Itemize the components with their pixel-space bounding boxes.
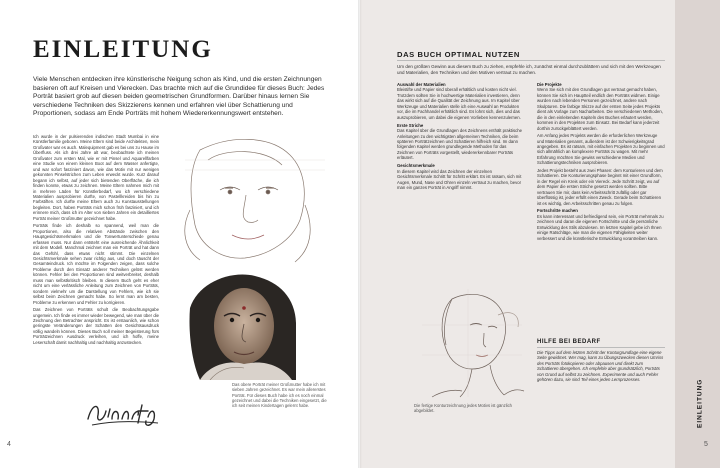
portrait-caption: Das obere Porträt meiner Großmutter habe ich mit sieben Jahren gezeichnet. Es war mein allererstes Porträt. Für dieses Buch habe ich es noch einmal gezeichnet und dabei die Techniken eingesetzt, die ich seit meinen Kindertagen gelernt habe. xyxy=(232,382,327,409)
body-paragraph-1: Ich wurde in der pulsierenden indischen Stadt Mumbai in eine Künstlerfamilie geboren. Meine Eltern sind beide Architekten, mein Großvater war es auch. Malequipment gab es bei uns zu Hause im Überfluss. Als ich drei Jahre alt war, beobachtete ich meinen Großvater zum ersten Mal, wie er mit Pinsel und Aquarellfarben eine Studie von einem kleinen Boot auf dem Wasser anfertigte, und war sofort fasziniert davon, wie das Motiv mit nur wenigen gekonnten Pinselstrichen zum Leben erweckt wurde. Kurz darauf begann ich selbst, auf jeder sich bietenden Oberfläche, die ich finden konnte, etwas zu zeichnen. Meine Eltern nahmen mich mit in mehrere Läden für Künstlerbedarf, wo ich verschiedene Materialien ausprobieren durfte, von Pastellkreiden bis hin zu Farbstiften. Ich durfte meine Eltern auch zu Kunstausstellungen begleiten. Dort, haben Porträts mich schon früh fasziniert, und ich erinnere mich, dass ich im Alter von sieben Jahren ein detailliertes Porträt meiner Großmutter gezeichnet habe. xyxy=(33,134,159,221)
right-column-1 xyxy=(397,82,525,191)
book-gutter xyxy=(358,0,362,468)
right-column-2 xyxy=(537,82,665,241)
heading-rule xyxy=(397,60,665,61)
subheading-materials: Auswahl der Materialien xyxy=(397,82,446,87)
text-projects-2: Am Anfang jedes Projekts werden die erforderlichen Werkzeuge und Materialien genannt, außerdem ist der Schwierigkeitsgrad angegeben. Es ist ratsam, mit einfachen Projekten zu beginnen und sich allmählich an komplexere Porträts zu wagen. Mit mehr Erfahrung möchten Sie gewiss verschiedene Medien und Schattierungstechniken ausprobieren. xyxy=(537,133,665,166)
subheading-facial-features: Gesichtsmerkmale xyxy=(397,163,435,169)
body-paragraph-3: Das Zeichnen von Porträts schult die Beobachtungsgabe ungemein. Ich finde es immer wieder bewegend, wie man über die Zeichnung den Betrachter anspricht. Es ist erstaunlich, wie schon geringste Veränderungen der Schatten den Gesichtsausdruck völlig wandeln können. Dieses Buch soll meiner Begeisterung fürs Porträtzeichnen Ausdruck verleihen, und ich hoffe, meine Leserschaft damit nachhaltig und nachhaltig anzustecken. xyxy=(33,307,159,345)
grandmother-portrait xyxy=(170,268,328,380)
subheading-progress: Fortschritte machen xyxy=(537,208,578,214)
body-column xyxy=(33,134,159,345)
text-first-strokes: Das Kapitel über die Grundlagen des Zeichnens enthält praktische Anleitungen zu den wichtigsten allgemeinen Techniken, die beim späteren Porträtzeichnen und Schattieren hilfreich sind. Im dann folgenden Kapitel werden grundlegende Methoden für das Zeichnen von Porträts vorgestellt, wiedererkennbarer Porträts erläutert. xyxy=(397,128,522,161)
subheading-first-strokes: Erste Striche xyxy=(397,122,424,128)
text-projects-3: Jedes Projekt besteht aus zwei Phasen: dem Konturieren und dem Schattieren. Die Konturierungsphase beginnt mit einer Grundform, in der Regel ein Kreis oder ein Viereck. Jede Schritt zeigt, wo auf dem Papier die ersten Striche gesetzt werden sollten. Bitte vertrauen Sie mir, dass kein Arbeitsschritt zufällig oder gar überflüssig ist, jeder erfüllt einen Zweck. Gerade beim Schattieren ist es wichtig, den Arbeitsschritten genau zu folgen. xyxy=(537,167,663,206)
section-heading: DAS BUCH OPTIMAL NUTZEN xyxy=(397,50,520,59)
text-facial-features: In diesem Kapitel wird das Zeichnen der einzelnen Gesichtsmerkmale Schritt für Schritt erklärt. Es ist ratsam, sich mit Augen, Mund, Nase und Ohren einzeln vertraut zu machen, bevor man ein ganzes Porträt in Angriff nimmt. xyxy=(397,168,522,191)
chapter-title: EINLEITUNG xyxy=(33,36,213,63)
contour-drawing xyxy=(412,285,527,400)
author-signature xyxy=(82,395,164,431)
page-number-right: 5 xyxy=(704,441,708,448)
body-paragraph-2: Porträts finde ich deshalb so spannend, weil man die Proportionen, also die relativen Abstände zwischen den Hauptgesichtsmerkmalen und die Tonwertunterschiede genau erfassen muss. Nur dann entsteht eine ausreichende Ähnlichkeit mit dem Modell. Manchmal zeichnet man ein Porträt und hat dann das Gefühl, dass etwas nicht stimmt. Die einzelnen Gesichtsmerkmale sehen zwar richtig aus, und doch täuscht der Gesamteindruck. Ich möchte im Folgenden zeigen, dass solche Probleme durch den Einsatz anderer Techniken gelöst werden können. Fehler bei den Proportionen sind weitverbreitet, deshalb muss man selbstkritisch bleiben. In diesem Buch geht es eher nicht um eine verlässliche Anleitung zum Zeichnen von Porträts, sondern vielmehr um die Darstellung von Fehlern, wie ich sie selbst beim Zeichnen gemacht habe. So lernt man am besten, Probleme zu erkennen und Fehler zu korrigieren. xyxy=(33,223,159,305)
text-projects: Wenn Sie sich mit den Grundlagen gut vertraut gemacht haben, können Sie sich im Hauptteil endlich den Porträts widmen. Einige wurden nach lebenden Personen gezeichnet, andere nach Skulpturen. Die farbige Skizze auf der ersten Seite jedes Projekts dient als Vorlage zum Nacharbeiten. Die verschiedenen Methoden, die in den einleitenden Kapiteln des Buches erläutert werden, kommen in den Projekten zum Einsatz. Bei Bedarf kann jederzeit dorthin zurückgeblättert werden. xyxy=(537,87,663,131)
subheading-projects: Die Projekte xyxy=(537,82,562,87)
help-heading: HILFE BEI BEDARF xyxy=(537,339,601,345)
chapter-side-tab: EINLEITUNG xyxy=(696,378,704,428)
contour-caption: Die fertige Konturzeichnung jedes Motivs ist gänzlich abgebildet. xyxy=(414,403,512,414)
childhood-portrait-sketch xyxy=(170,130,328,265)
text-progress: Es kann interessant und befriedigend sein, ein Porträt mehrmals zu zeichnen und daran die eigenen Fortschritte und die persönliche Entwicklung des Stils abzulesen. Im letzten Kapitel gebe ich Ihnen einige Ratschläge, wie man die eigenen Fähigkeiten weiter verbessert und die künstlerische Entwicklung vorantreiben kann. xyxy=(537,213,664,241)
help-text: Die Tipps auf dem letzten Schritt der Konturgrundlage eine eigene Seite gewidmet. Wer mag, kann zu Übungszwecken diesen Umriss des Porträts fotokopieren oder abpausen und direkt zum Schattieren übergehen. Ich empfehle aber grundsätzlich, Porträts von Grund auf selbst zu zeichnen. Experimente und auch Fehler gehören dazu, sie sind Teil eines jeden Lernprozesses. xyxy=(537,350,664,383)
page-number: 4 xyxy=(7,441,11,448)
help-rule xyxy=(537,347,665,348)
text-materials: Bleistifte und Papier sind überall erhältlich und kosten nicht viel. Trotzdem sollten Sie in hochwertige Materialien investieren, denn das wirkt sich auf die Qualität der Zeichnung aus. Im Kapitel über Werkzeuge und Materialien stelle ich eine Auswahl an Produkten vor, die im Fachhandel erhältlich sind. Es lohnt sich, dies und das auszuprobieren, um dabei die eigenen Vorlieben kennenzulernen. xyxy=(397,87,521,120)
intro-paragraph: Viele Menschen entdecken ihre künstlerische Neigung schon als Kind, und die ersten Zeichnungen basieren oft auf Kreisen und Vierecken. Das brachte mich auf die Grundidee für dieses Buch: Jedes Porträt basiert grob auf diesen beiden geometrischen Grundformen. Darüber hinaus lernen Sie verschiedene Techniken des Skizzierens kennen und erfahren viel über Schattierung und Proportionen, sodass am Ende Porträts mit hohem Wiedererkennungswert entstehen. xyxy=(33,76,325,118)
section-intro: Um den größten Gewinn aus diesem Buch zu ziehen, empfehle ich, zunächst einmal durchzublättern und sich mit den Werkzeugen und Materialien, den Techniken und den Motiven vertraut zu machen. xyxy=(397,64,661,75)
